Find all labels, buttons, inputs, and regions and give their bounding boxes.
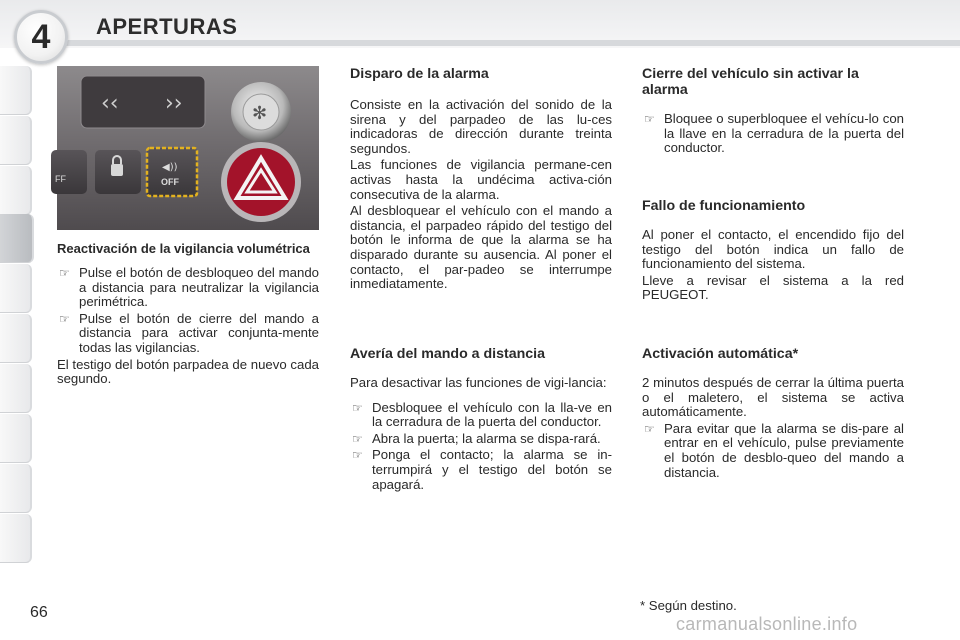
pointing-hand-icon: ☞ [644, 421, 655, 436]
pointing-hand-icon: ☞ [352, 400, 363, 415]
paragraph: Para desactivar las funciones de vigi-lancia: [350, 375, 607, 390]
reactivation-note: El testigo del botón parpadea de nuevo cada segundo. [57, 356, 319, 387]
section-heading-malfunction: Fallo de funcionamiento [642, 198, 806, 214]
list-item: ☞ Pulse el botón de desbloqueo del mando a distancia para neutralizar la vigilancia perimétrica. [59, 265, 319, 310]
pointing-hand-icon: ☞ [59, 311, 70, 326]
chapter-number: 4 [31, 17, 51, 56]
chapter-tab-7[interactable] [0, 364, 32, 413]
middle-column-bottom [350, 346, 612, 494]
chapter-badge [14, 10, 68, 64]
chapter-tab-5[interactable] [0, 264, 32, 313]
pointing-hand-icon: ☞ [352, 431, 363, 446]
page-title: APERTURAS [96, 14, 238, 39]
list-item: ☞ Abra la puerta; la alarma se dispa-rará. [352, 430, 601, 446]
list-item: ☞ Ponga el contacto; la alarma se in-terrumpirá y el testigo del botón se apagará. [352, 447, 612, 492]
right-column-top [642, 66, 904, 158]
pointing-hand-icon: ☞ [59, 266, 70, 280]
reactivation-subheading: Reactivación de la vigilancia volumétrica [57, 241, 310, 256]
svg-text:‹‹: ‹‹ [101, 91, 119, 116]
chapter-tab-10[interactable] [0, 514, 32, 563]
svg-text:◀)): ◀)) [162, 162, 178, 173]
right-column-middle [642, 198, 904, 305]
paragraph: Lleve a revisar el sistema a la red PEUGEOT. [642, 272, 904, 303]
list-item: ☞ Bloquee o superbloquee el vehícu-lo con la llave en la cerradura de la puerta del conductor. [644, 111, 904, 156]
middle-column-top [350, 66, 612, 294]
section-heading-auto-activation: Activación automática* [642, 346, 799, 362]
chapter-tab-8[interactable] [0, 414, 32, 463]
paragraph: Al poner el contacto, el encendido fijo del testigo del botón indica un fallo de funcionamiento del sistema. [642, 227, 904, 272]
list-item: ☞ Desbloquee el vehículo con la lla-ve en la cerradura de la puerta del conductor. [352, 399, 612, 430]
svg-text:✻: ✻ [252, 103, 268, 124]
chapter-tab-4-active[interactable] [0, 214, 34, 263]
paragraph: Las funciones de vigilancia permane-cen activas hasta la undécima activa-ción consecutiva de la alarma. [350, 157, 612, 202]
section-heading-lock-without-alarm: Cierre del vehículo sin activar la alarma [642, 66, 859, 98]
section-heading-alarm-trigger: Disparo de la alarma [350, 66, 489, 82]
header-rule [60, 40, 960, 46]
paragraph: 2 minutos después de cerrar la última puerta o el maletero, el sistema se activa automáticamente. [642, 375, 904, 420]
alarm-button-photo [57, 66, 319, 230]
left-column [57, 242, 319, 389]
chapter-tab-strip [0, 66, 34, 586]
footnote: * Según destino. [640, 598, 737, 613]
list-item: ☞ Para evitar que la alarma se dis-pare al entrar en el vehículo, pulse previamente el botón de desblo-queo del mando a distancia. [644, 420, 904, 480]
chapter-tab-3[interactable] [0, 166, 32, 215]
paragraph: Consiste en la activación del sonido de la sirena y del parpadeo de las lu-ces indicadoras de dirección durante treinta segundos. [350, 97, 612, 156]
watermark: carmanualsonline.info [676, 614, 858, 634]
section-heading-remote-failure: Avería del mando a distancia [350, 346, 546, 362]
chapter-tab-2[interactable] [0, 116, 32, 165]
button-side-label: FF [55, 174, 66, 184]
page-number: 66 [30, 604, 48, 621]
svg-text:››: ›› [165, 91, 183, 116]
paragraph: Al desbloquear el vehículo con el mando a distancia, el parpadeo rápido del testigo del botón le informa de que la alarma se ha disparado durante su ausencia. Al poner el contacto, el par-padeo se interrumpe inmediatamente. [350, 203, 612, 292]
pointing-hand-icon: ☞ [352, 448, 363, 463]
chapter-tab-1[interactable] [0, 66, 32, 115]
right-column-bottom [642, 346, 904, 482]
chapter-tab-9[interactable] [0, 464, 32, 513]
pointing-hand-icon: ☞ [644, 112, 655, 126]
list-item: ☞ Pulse el botón de cierre del mando a distancia para activar conjunta-mente todas las vigilancias. [59, 310, 319, 355]
chapter-tab-6[interactable] [0, 314, 32, 363]
alarm-off-label: OFF [161, 177, 179, 187]
dashboard-illustration [57, 66, 319, 230]
